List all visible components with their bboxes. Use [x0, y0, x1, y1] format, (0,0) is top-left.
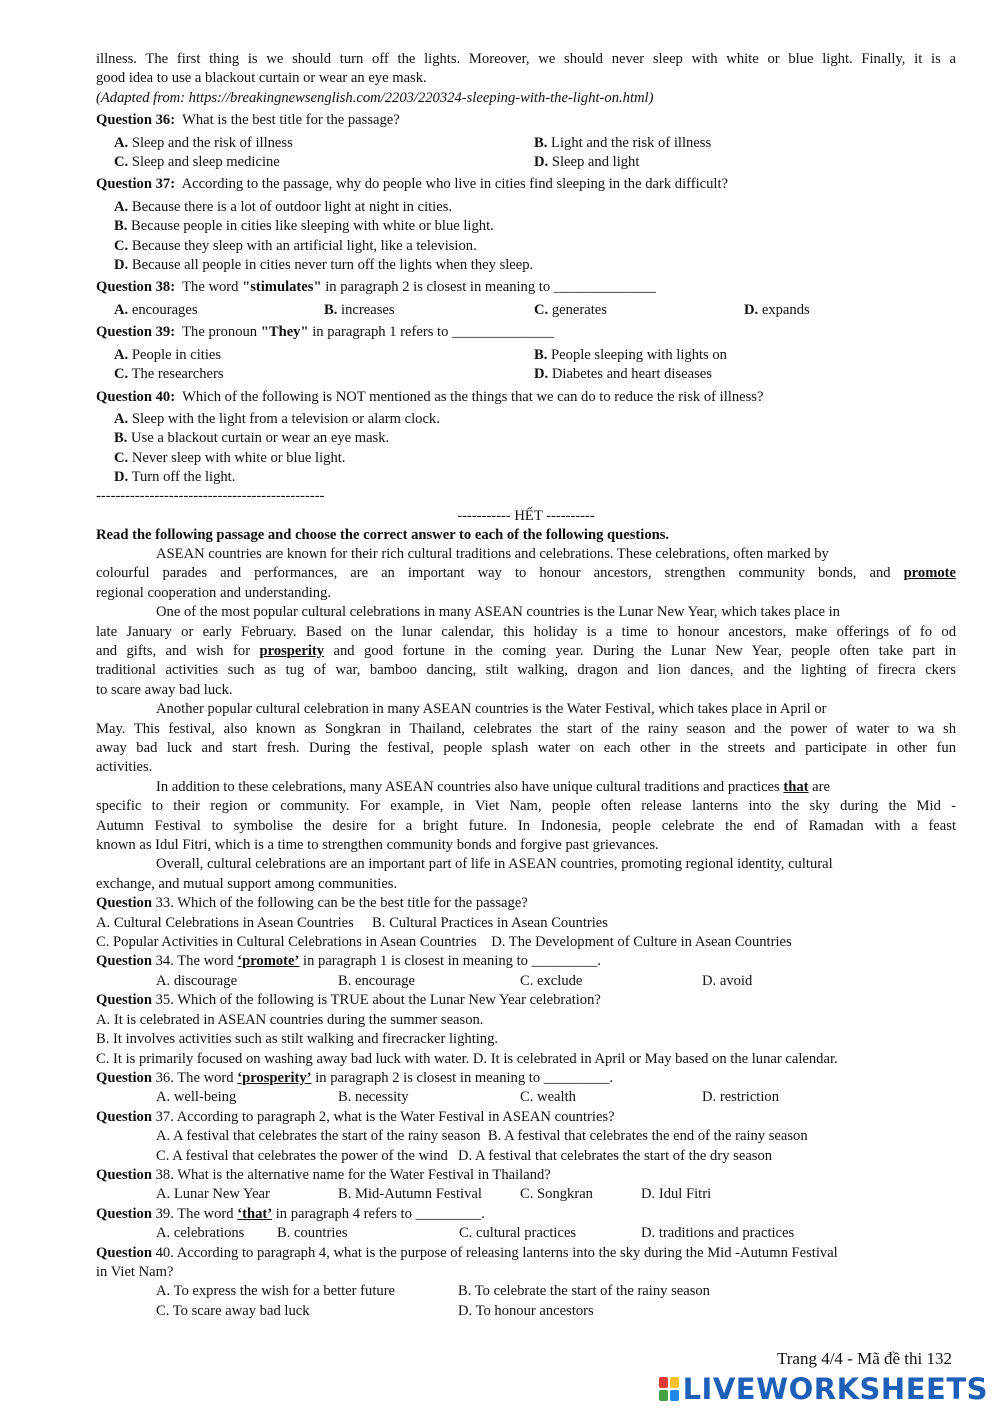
options-row	[96, 1185, 956, 1204]
passage-line: known as Idul Fitri, which is a time to strengthen community bonds and forgive past grievances.	[96, 837, 659, 854]
option-b[interactable]: B. Mid-Autumn Festival	[338, 1186, 482, 1203]
option-c[interactable]: C. To scare away bad luck	[156, 1302, 310, 1319]
option-b[interactable]: B. Use a blackout curtain or wear an eye mask.	[114, 430, 390, 447]
option-a[interactable]: A. well-being	[156, 1089, 237, 1106]
option-c[interactable]: C. Never sleep with white or blue light.	[114, 449, 346, 466]
question-36b: Question 36. The word ‘prosperity’ in paragraph 2 is closest in meaning to _________.	[96, 1069, 614, 1086]
question-text: Which of the following is NOT mentioned as the things that we can do to reduce the risk of illness?	[182, 388, 764, 405]
options-row	[96, 933, 956, 952]
question-label: Question 39:	[96, 324, 176, 341]
instruction: Read the following passage and choose the correct answer to each of the following questions.	[96, 526, 670, 543]
passage-line: late January or early February. Based on the lunar calendar, this holiday is a time to honour ancestors, make offerings of fo od	[96, 623, 956, 640]
question-36	[96, 111, 956, 130]
passage-line: exchange, and mutual support among communities.	[96, 875, 398, 892]
passage-line: One of the most popular cultural celebrations in many ASEAN countries is the Lunar New Year, which takes place in	[156, 604, 840, 621]
underlined-word-that: that	[783, 778, 809, 795]
passage-line: traditional activities such as tug of war, bamboo dancing, stilt walking, dragon and lion dances, and the lighting of firecra ckers	[96, 662, 956, 679]
option-c[interactable]: C. exclude	[520, 972, 583, 989]
option-c[interactable]: C. Popular Activities in Cultural Celebrations in Asean Countries	[96, 934, 477, 951]
option-b[interactable]: B. increases	[324, 301, 395, 318]
option-b[interactable]: B. Light and the risk of illness	[534, 134, 712, 151]
option-a[interactable]: A. A festival that celebrates the start of the rainy season	[156, 1128, 481, 1145]
option-d[interactable]: D. A festival that celebrates the start of the dry season	[458, 1147, 773, 1164]
option-c[interactable]: C. Songkran	[520, 1186, 593, 1203]
passage-line: colourful parades and performances, are an important way to honour ancestors, strengthen community bonds, and promote	[96, 565, 956, 582]
question-label: Question 38:	[96, 279, 176, 296]
option-c[interactable]: C. generates	[534, 301, 607, 318]
option-b[interactable]: B. It involves activities such as stilt walking and firecracker lighting.	[96, 1031, 499, 1048]
option-d[interactable]: D. Diabetes and heart diseases	[534, 366, 712, 383]
underlined-word-promote: promote	[903, 565, 956, 582]
options-row	[96, 346, 956, 365]
question-33: Question 33. Which of the following can be the best title for the passage?	[96, 895, 528, 912]
passage-line: good idea to use a blackout curtain or wear an eye mask.	[96, 70, 427, 87]
option-d[interactable]: D. Turn off the light.	[114, 469, 236, 486]
question-37b: Question 37. According to paragraph 2, what is the Water Festival in ASEAN countries?	[96, 1108, 615, 1125]
logo-cube-icon	[659, 1377, 679, 1401]
passage-line: Autumn Festival to symbolise the desire for a bright future. In Indonesia, people celebrate the end of Ramadan with a feast	[96, 817, 956, 834]
option-a[interactable]: A. It is celebrated in ASEAN countries during the summer season.	[96, 1011, 484, 1028]
options-row	[96, 1147, 956, 1166]
option-a[interactable]: A. Because there is a lot of outdoor light at night in cities.	[114, 198, 453, 215]
option-b[interactable]: B. A festival that celebrates the end of the rainy season	[487, 1128, 808, 1145]
option-b[interactable]: B. countries	[277, 1225, 348, 1242]
keyword: "stimulates"	[242, 279, 322, 296]
option-a[interactable]: A. People in cities	[114, 346, 222, 363]
passage-line: ASEAN countries are known for their rich cultural traditions and celebrations. These celebrations, often marked by	[156, 545, 829, 562]
underlined-word-prosperity: prosperity	[259, 642, 325, 659]
options-row	[96, 1088, 956, 1107]
question-38b: Question 38. What is the alternative name for the Water Festival in Thailand?	[96, 1166, 551, 1183]
question-40b: Question 40. According to paragraph 4, what is the purpose of releasing lanterns into the sky during the Mid -Autumn Festival	[96, 1244, 838, 1261]
option-d[interactable]: D. restriction	[702, 1089, 780, 1106]
options-cd[interactable]: C. It is primarily focused on washing away bad luck with water. D. It is celebrated in April or May based on the lunar calendar.	[96, 1050, 838, 1067]
exam-page	[96, 50, 956, 1321]
options-row	[96, 301, 956, 320]
option-d[interactable]: D. Idul Fitri	[641, 1186, 712, 1203]
option-c[interactable]: C. Because they sleep with an artificial light, like a television.	[114, 237, 477, 254]
question-label: Question 37:	[96, 176, 176, 193]
passage-line: to scare away bad luck.	[96, 681, 233, 698]
option-b[interactable]: B. People sleeping with lights on	[534, 346, 727, 363]
passage-line: specific to their region or community. For example, in Viet Nam, people often release lanterns into the sky during the Mid -	[96, 798, 956, 815]
option-a[interactable]: A. encourages	[114, 301, 198, 318]
page-number: Trang 4/4 - Mã đề thi 132	[776, 1349, 952, 1368]
option-b[interactable]: B. necessity	[338, 1089, 409, 1106]
options-row	[96, 1224, 956, 1243]
option-b[interactable]: B. Because people in cities like sleeping with white or blue light.	[114, 218, 494, 235]
option-a[interactable]: A. discourage	[156, 972, 238, 989]
option-d[interactable]: D. To honour ancestors	[458, 1302, 594, 1319]
question-34: Question 34. The word ‘promote’ in paragraph 1 is closest in meaning to _________.	[96, 953, 601, 970]
options-row	[96, 972, 956, 991]
option-b[interactable]: B. encourage	[338, 972, 415, 989]
option-a[interactable]: A. Sleep and the risk of illness	[114, 134, 293, 151]
option-a[interactable]: A. Sleep with the light from a television or alarm clock.	[114, 410, 440, 427]
keyword: "They"	[260, 324, 309, 341]
question-label: Question 40:	[96, 388, 176, 405]
option-d[interactable]: D. avoid	[702, 972, 753, 989]
options-row	[96, 134, 956, 153]
passage-line: May. This festival, also known as Songkran in Thailand, celebrates the start of the rainy season and the power of water to wa sh	[96, 720, 956, 737]
options-row	[96, 1282, 956, 1301]
option-d[interactable]: D. Because all people in cities never turn off the lights when they sleep.	[114, 257, 534, 274]
brand-name: LIVEWORKSHEETS	[682, 1372, 988, 1406]
option-d[interactable]: D. traditions and practices	[641, 1225, 795, 1242]
passage-line: activities.	[96, 759, 153, 776]
option-a[interactable]: A. celebrations	[156, 1225, 245, 1242]
option-c[interactable]: C. cultural practices	[459, 1225, 577, 1242]
option-a[interactable]: A. Cultural Celebrations in Asean Countries	[96, 914, 354, 931]
option-a[interactable]: A. To express the wish for a better future	[156, 1283, 396, 1300]
option-b[interactable]: B. Cultural Practices in Asean Countries	[372, 914, 608, 931]
question-37	[96, 175, 956, 194]
question-text-cont: in Viet Nam?	[96, 1263, 174, 1280]
options-row	[96, 365, 956, 384]
question-38: Question 38: The word "stimulates" in paragraph 2 is closest in meaning to ______________	[96, 279, 656, 296]
option-d[interactable]: D. expands	[744, 301, 810, 318]
question-label: Question 36:	[96, 112, 176, 129]
source-citation: (Adapted from: https://breakingnewsenglish.com/2203/220324-sleeping-with-the-light-on.html)	[96, 89, 654, 106]
passage-line: In addition to these celebrations, many ASEAN countries also have unique cultural traditions and practices that are	[156, 778, 830, 795]
passage-line: and gifts, and wish for prosperity and good fortune in the coming year. During the Lunar New Year, people often take part in	[96, 642, 956, 659]
option-d[interactable]: D. The Development of Culture in Asean Countries	[491, 934, 792, 951]
question-40	[96, 388, 956, 407]
question-35: Question 35. Which of the following is TRUE about the Lunar New Year celebration?	[96, 992, 601, 1009]
question-39: Question 39: The pronoun "They" in paragraph 1 refers to ______________	[96, 324, 555, 341]
option-c[interactable]: C. Sleep and sleep medicine	[114, 154, 280, 171]
option-c[interactable]: C. The researchers	[114, 366, 224, 383]
passage-line: Overall, cultural celebrations are an important part of life in ASEAN countries, promoting regional identity, cultural	[156, 856, 833, 873]
passage-line: away bad luck and start fresh. During the festival, people splash water on each other in the streets and participate in other fun	[96, 740, 956, 756]
passage-line: Another popular cultural celebration in many ASEAN countries is the Water Festival, which takes place in April or	[156, 701, 827, 718]
option-a[interactable]: A. Lunar New Year	[156, 1186, 270, 1203]
question-text: According to the passage, why do people who live in cities find sleeping in the dark difficult?	[181, 176, 729, 193]
separator: -----------------------------------------------	[96, 487, 325, 504]
option-d[interactable]: D. Sleep and light	[534, 154, 640, 171]
options-row	[96, 1302, 956, 1321]
option-c[interactable]: C. A festival that celebrates the power of the wind	[156, 1147, 448, 1164]
passage-line: regional cooperation and understanding.	[96, 584, 332, 601]
options-row	[96, 914, 956, 933]
question-text: What is the best title for the passage?	[182, 112, 400, 129]
options-row	[96, 153, 956, 172]
question-39b: Question 39. The word ‘that’ in paragraph 4 refers to _________.	[96, 1205, 485, 1222]
option-c[interactable]: C. wealth	[520, 1089, 576, 1106]
option-b[interactable]: B. To celebrate the start of the rainy season	[458, 1283, 710, 1300]
liveworksheets-logo[interactable]	[659, 1372, 988, 1406]
passage-line: illness. The first thing is we should turn off the lights. Moreover, we should never sleep with white or blue light. Finally, it is a	[96, 51, 956, 67]
options-row	[96, 1127, 956, 1146]
end-mark: ----------- HẾT ----------	[457, 507, 595, 524]
